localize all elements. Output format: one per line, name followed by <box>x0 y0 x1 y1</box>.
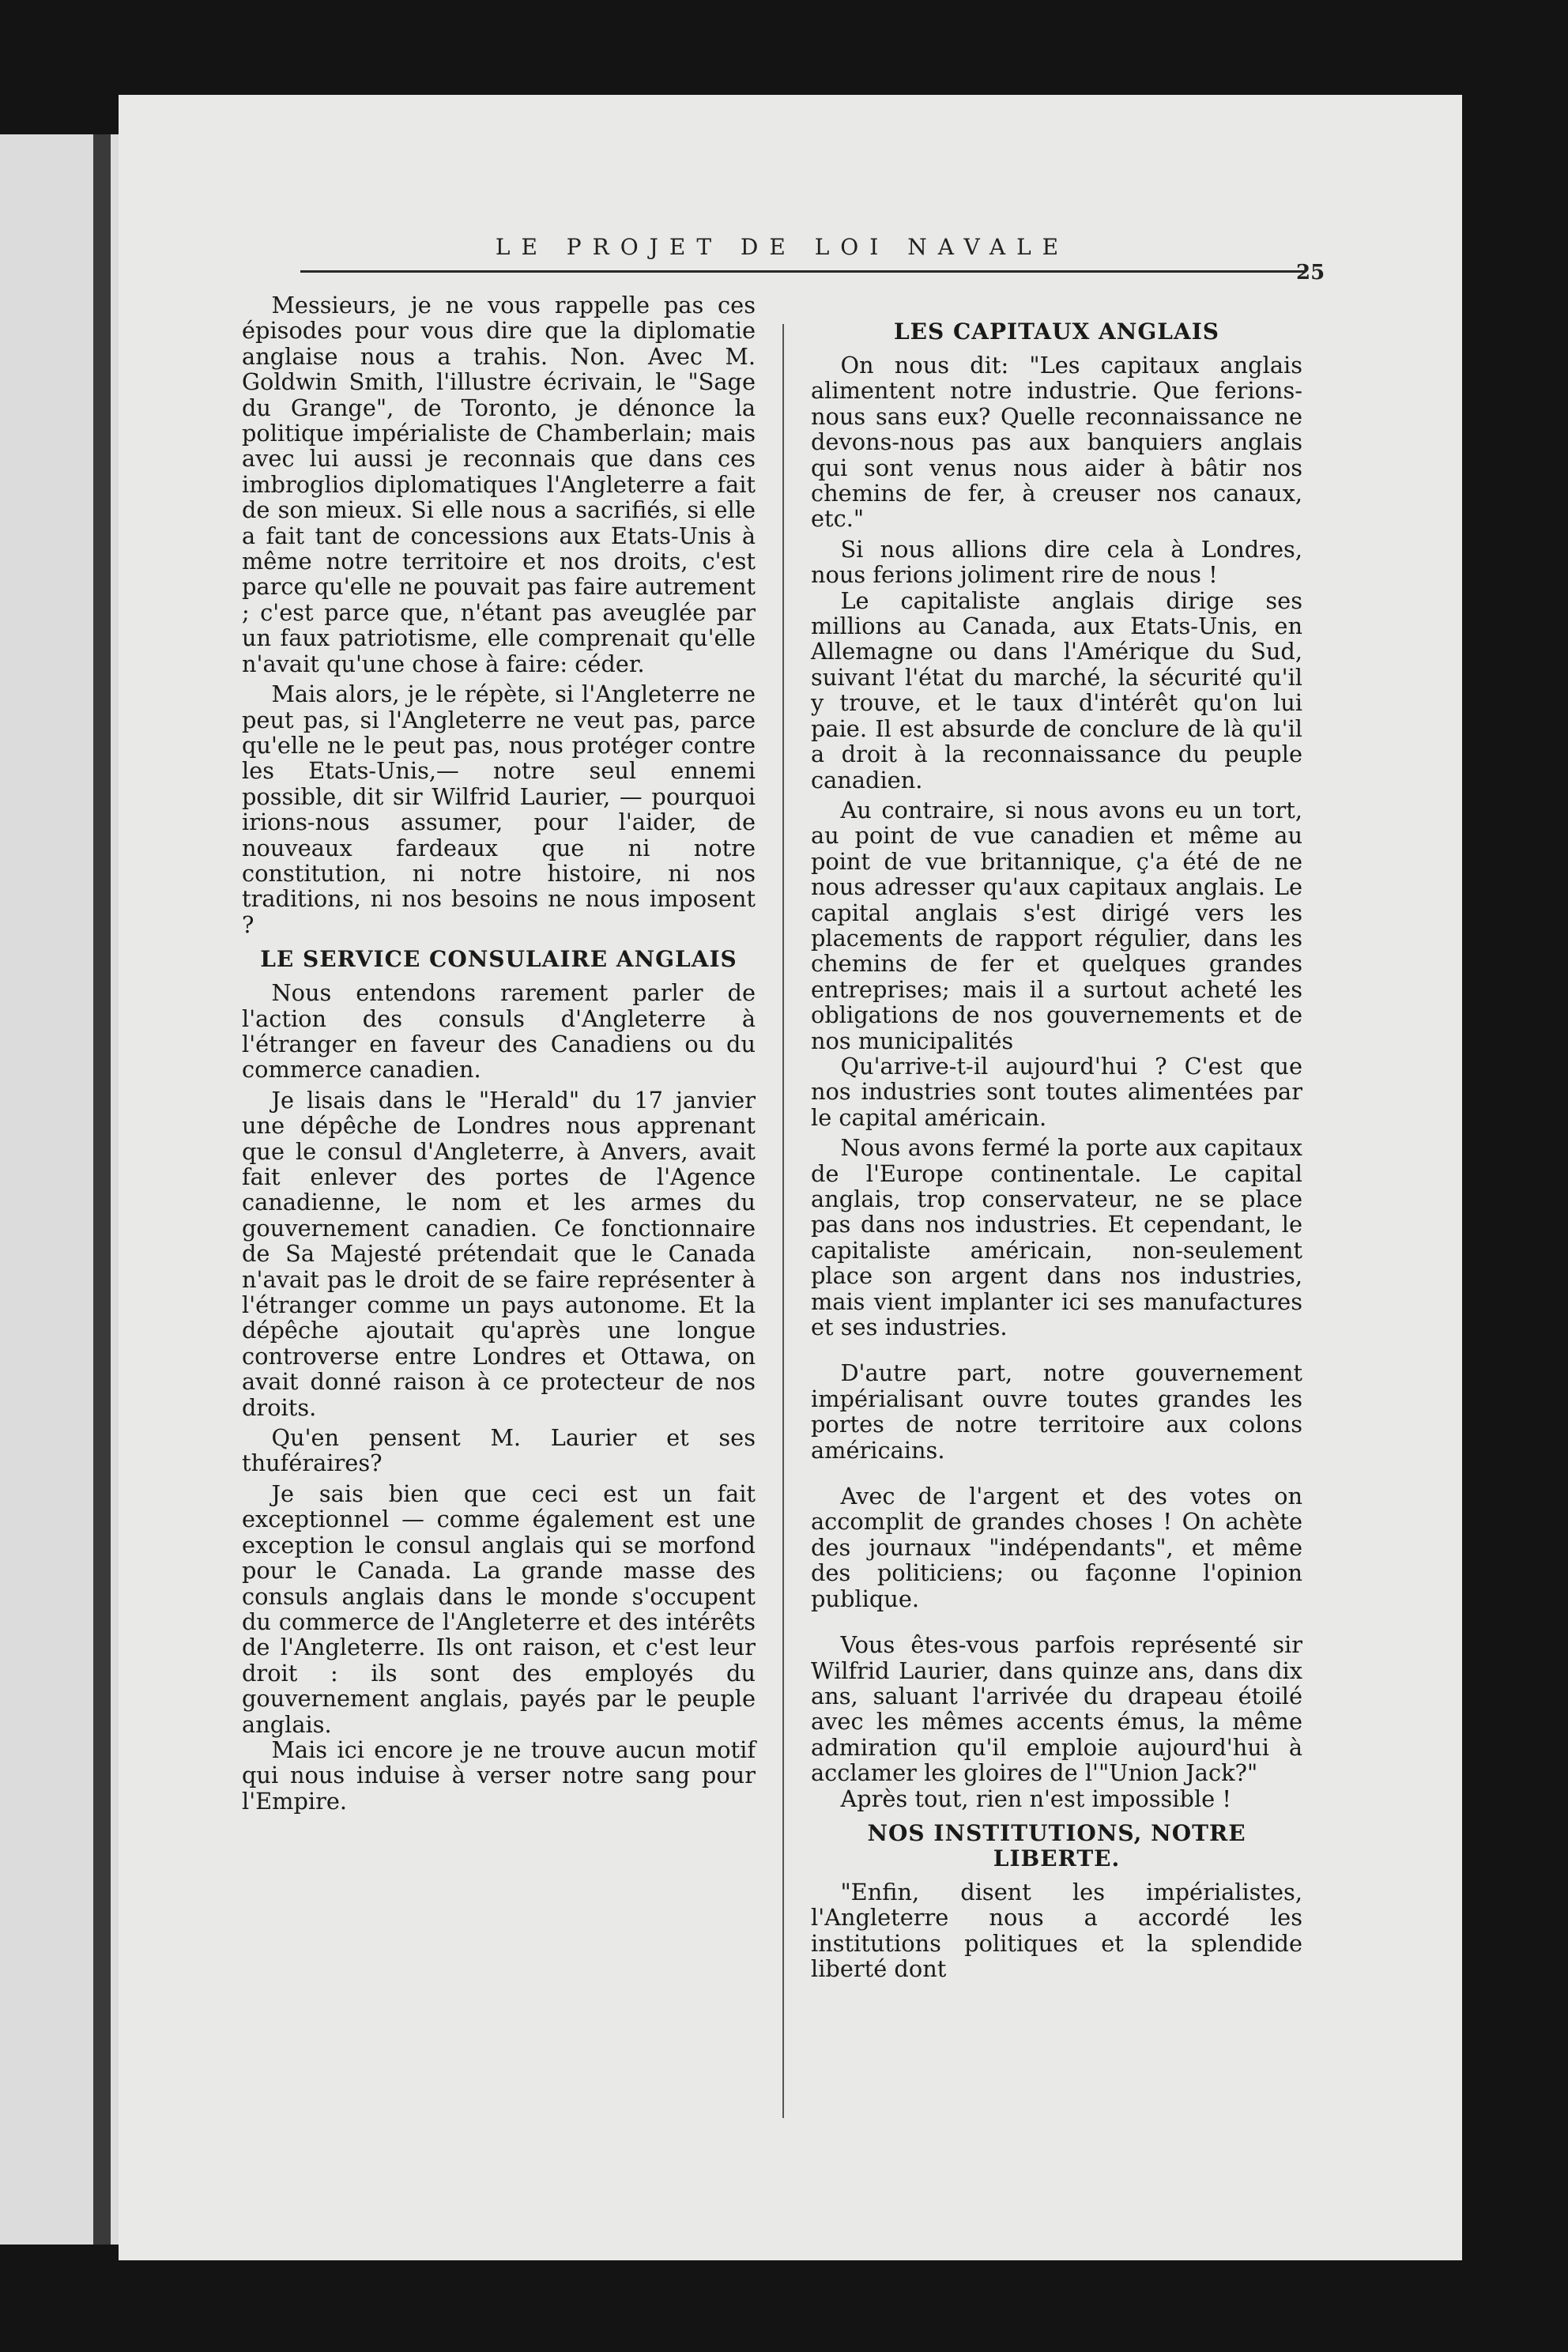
header-rule <box>300 270 1304 273</box>
paragraph: "Enfin, disent les impérialistes, l'Angleterre nous a accordé les institutions politiques et la splendide liberté dont <box>811 1878 1302 1983</box>
paragraph: Avec de l'argent et des votes on accomplit de grandes choses ! On achète des journaux "indépendants", et même des politiciens; ou façonne l'opinion publique. <box>811 1483 1302 1612</box>
paragraph: Je lisais dans le "Herald" du 17 janvier une dépêche de Londres nous apprenant que le consul d'Angleterre, à Anvers, avait fait enlever des portes de l'Agence canadienne, le nom et les armes du gouvernement canadien. Ce fonctionnaire de Sa Majesté prétendait que le Canada n'avait pas le droit de se faire représenter à l'étranger comme un pays autonome. Et la dépêche ajoutait qu'après une longue controverse entre Londres et Ottawa, on avait donné raison à ce protecteur de nos droits. <box>242 1086 756 1421</box>
paragraph: On nous dit: "Les capitaux anglais alimentent notre industrie. Que ferions-nous sans eux? Quelle reconnaissance ne devons-nous pas aux banquiers anglais qui sont venus nous aider à bâtir nos chemins de fer, à creuser nos canaux, etc." <box>811 352 1302 533</box>
paragraph: Au contraire, si nous avons eu un tort, au point de vue canadien et même au point de vue britannique, ç'a été de ne nous adresser qu'aux capitaux anglais. Le capital anglais s'est dirigé vers les placements de rapport régulier, dans les chemins de fer et quelques grandes entreprises; mais il a surtout acheté les obligations de nos gouvernements et de nos municipalités <box>811 796 1302 1054</box>
paragraph: Le capitaliste anglais dirige ses millions au Canada, aux Etats-Unis, en Allemagne ou dans l'Amérique du Sud, suivant l'état du marché, la sécurité qu'il y trouve, et le taux d'intérêt qu'on lui paie. Il est absurde de conclure de là qu'il a droit à la reconnaissance du peuple canadien. <box>811 586 1302 793</box>
page-number: 25 <box>1296 261 1325 285</box>
left-column <box>242 292 756 1814</box>
section-heading-capitaux: LES CAPITAUX ANGLAIS <box>893 318 1220 345</box>
running-title: LE PROJET DE LOI NAVALE <box>495 234 1070 260</box>
paragraph: Mais alors, je le répète, si l'Angleterre ne peut pas, si l'Angleterre ne veut pas, parce qu'elle ne le peut pas, nous protéger contre les Etats-Unis,— notre seul ennemi possible, dit sir Wilfrid Laurier, — pourquoi irions-nous assumer, pour l'aider, de nouveaux fardeaux que ni notre constitution, ni notre histoire, ni nos traditions, ni nos besoins ne nous imposent ? <box>242 680 756 938</box>
paragraph: Messieurs, je ne vous rappelle pas ces épisodes pour vous dire que la diplomatie anglaise nous a trahis. Non. Avec M. Goldwin Smith, l'illustre écrivain, le "Sage du Grange", de Toronto, je dénonce la politique impérialiste de Chamberlain; mais avec lui aussi je reconnais que dans ces imbroglios diplomatiques l'Angleterre a fait de son mieux. Si elle nous a sacrifiés, si elle a fait tant de concessions aux Etats-Unis à même notre territoire et nos droits, c'est parce qu'elle ne pouvait pas faire autrement ; c'est parce que, n'étant pas aveuglée par un faux patriotisme, elle comprenait qu'elle n'avait qu'une chose à faire: céder. <box>242 292 756 677</box>
right-column <box>811 292 1302 1982</box>
paragraph: Nous entendons rarement parler de l'action des consuls d'Angleterre à l'étranger en faveur des Canadiens ou du commerce canadien. <box>242 979 756 1084</box>
paragraph: Qu'arrive-t-il aujourd'hui ? C'est que nos industries sont toutes alimentées par le capital américain. <box>811 1052 1302 1131</box>
paragraph: Vous êtes-vous parfois représenté sir Wilfrid Laurier, dans quinze ans, dans dix ans, saluant l'arrivée du drapeau étoilé avec les mêmes accents émus, la même admiration qu'il emploie aujourd'hui à acclamer les gloires de l'"Union Jack?" <box>811 1631 1302 1787</box>
section-heading-consulaire: LE SERVICE CONSULAIRE ANGLAIS <box>260 946 737 973</box>
paragraph: Mais ici encore je ne trouve aucun motif qui nous induise à verser notre sang pour l'Empire. <box>242 1736 756 1815</box>
paragraph: Qu'en pensent M. Laurier et ses thuféraires? <box>242 1424 756 1477</box>
paragraph: Après tout, rien n'est impossible ! <box>840 1785 1231 1812</box>
paragraph: Si nous allions dire cela à Londres, nous ferions joliment rire de nous ! <box>811 535 1302 589</box>
book-gutter <box>93 134 111 2245</box>
paragraph: Nous avons fermé la porte aux capitaux de l'Europe continentale. Le capital anglais, trop conservateur, ne se place pas dans nos industries. Et cependant, le capitaliste américain, non-seulement place son argent dans nos industries, mais vient implanter ici ses manufactures et ses industries. <box>811 1134 1302 1341</box>
paragraph: D'autre part, notre gouvernement impérialisant ouvre toutes grandes les portes de notre territoire aux colons américains. <box>811 1359 1302 1464</box>
section-heading-institutions: NOS INSTITUTIONS, NOTRE LIBERTE. <box>867 1819 1246 1871</box>
column-divider <box>782 324 784 2118</box>
paragraph: Je sais bien que ceci est un fait exceptionnel — comme également est une exception le consul anglais qui se morfond pour le Canada. La grande masse des consuls anglais dans le monde s'occupent du commerce de l'Angleterre et des intérêts de l'Angleterre. Ils ont raison, et c'est leur droit : ils sont des employés du gouvernement anglais, payés par le peuple anglais. <box>242 1479 756 1738</box>
